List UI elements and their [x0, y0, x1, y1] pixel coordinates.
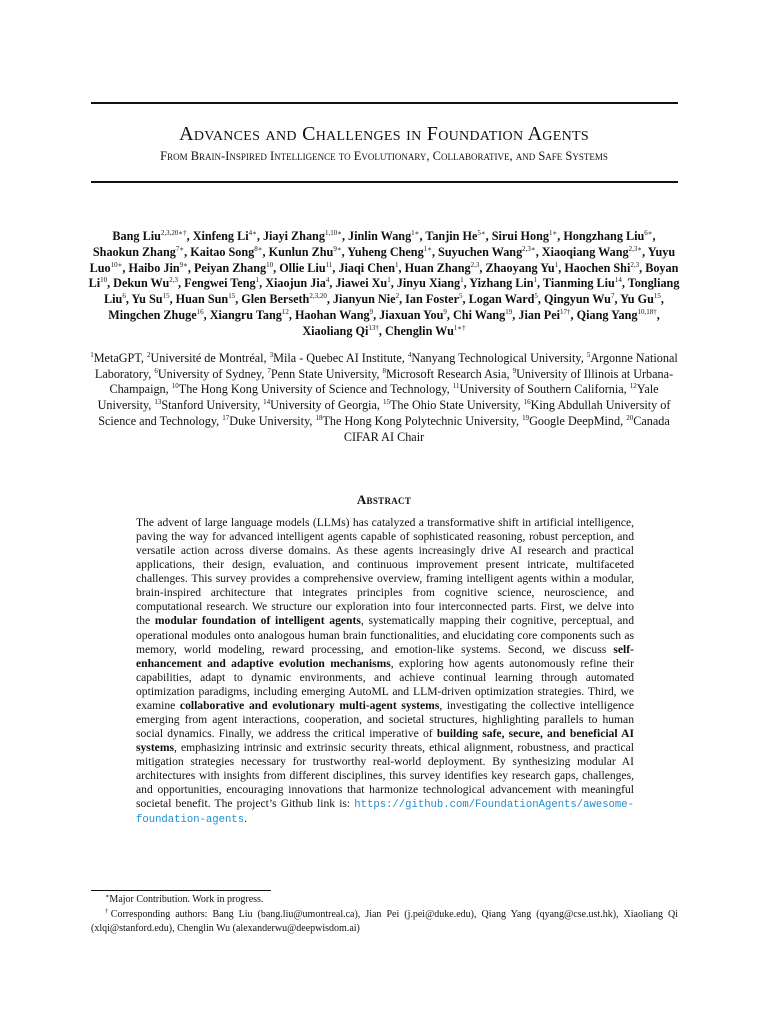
author-affiliation-mark: 11 [325, 260, 333, 269]
author-name-text: Boyan Li [88, 260, 679, 291]
abstract-text: , investigating the collective intelligence emerging from agent interactions, cooperation, and societal structures, highlighting parallels to human social dynamics. Finally, we address the critical imperative of [136, 698, 634, 740]
author-affiliation-mark: 12 [281, 307, 289, 316]
affiliation-name: Microsoft Research Asia [385, 366, 507, 381]
abstract-heading: Abstract [356, 492, 412, 507]
author-affiliation-mark: 2,3 [630, 260, 640, 269]
author-name [279, 261, 332, 275]
author-affiliation-mark: 1∗ [423, 244, 432, 253]
author-name-text: Shaokun Zhang [92, 244, 176, 259]
affiliation-item [147, 351, 264, 365]
author-name-text: Haochen Shi [564, 260, 631, 275]
author-name [93, 245, 184, 259]
author-name-text: Qingyun Wu [544, 292, 611, 307]
author-name [128, 261, 187, 275]
author-affiliation-mark: 10 [100, 276, 108, 285]
author-affiliation-mark: 10∗ [110, 260, 123, 269]
author-affiliation-mark: 6 [122, 292, 126, 301]
author-affiliation-mark: 2 [395, 292, 400, 301]
author-name [620, 292, 661, 306]
author-name-text: Jinyu Xiang [396, 276, 461, 291]
author-name [194, 261, 273, 275]
affiliation-item [408, 351, 581, 365]
author-affiliation-mark: 5∗ [477, 229, 486, 237]
author-affiliation-mark: 15 [653, 292, 661, 301]
author-affiliation-mark: 16 [196, 307, 204, 316]
footnote-text: Corresponding authors: Bang Liu (bang.liu@umontreal.ca), Jian Pei (j.pei@duke.edu), Qiang Yang (qyang@cse.ust.hk), Xiaoliang Qi (xlqi@stanford.edu), Chenglin Wu (alexanderwu@deepwisdom.ai) [91, 908, 679, 934]
author-name-text: Xiaoliang Qi [302, 323, 369, 338]
affiliation-mark: 19 [522, 413, 530, 422]
author-affiliation-mark: 8∗ [254, 244, 263, 253]
author-name-text: Hongzhang Liu [563, 229, 645, 243]
affiliation-name: Argonne National Laboratory [94, 351, 678, 381]
affiliation-name: Penn State University [270, 366, 377, 381]
author-name [397, 276, 464, 290]
author-name [492, 229, 558, 243]
author-name-text: Xiaojun Jia [265, 276, 326, 291]
author-affiliation-mark: 1∗† [453, 323, 466, 332]
author-name [469, 292, 538, 306]
author-name-text: Jiawei Xu [335, 276, 388, 291]
author-affiliation-mark: 9 [443, 307, 447, 316]
author-name [453, 308, 512, 322]
author-affiliation-mark: 1 [387, 276, 391, 285]
author-name-text: Yuyu Luo [89, 244, 676, 275]
author-name [486, 261, 559, 275]
affiliation-mark: 6 [154, 366, 158, 375]
author-affiliation-mark: 9∗ [333, 244, 342, 253]
author-name [438, 245, 536, 259]
affiliation-name: The Hong Kong University of Science and Technology [178, 382, 447, 397]
affiliation-mark: 12 [629, 382, 637, 391]
author-affiliation-mark: 14 [614, 276, 622, 285]
affiliation-name: University of Southern California [459, 382, 624, 397]
affiliation-mark: 10 [171, 382, 179, 391]
footnote-mark: † [105, 907, 111, 915]
title-rule-top [91, 102, 678, 104]
author-name [577, 308, 657, 322]
author-affiliation-mark: 15 [162, 292, 170, 301]
author-name-text: Qiang Yang [576, 307, 638, 322]
affiliation-mark: 5 [586, 351, 591, 359]
affiliation-name: King Abdullah University of Science and Technology [98, 398, 671, 428]
affiliation-name: Canada CIFAR AI Chair [343, 413, 670, 444]
author-affiliation-mark: 7∗ [175, 244, 185, 253]
author-name-text: Peiyan Zhang [193, 260, 267, 275]
author-name-text: Ian Foster [405, 292, 459, 307]
author-affiliation-mark: 6∗ [644, 229, 653, 237]
author-name [335, 276, 390, 290]
author-name-text: Haibo Jin [128, 260, 180, 275]
author-affiliation-mark: 10 [266, 260, 274, 269]
affiliation-name: The Hong Kong Polytechnic University [322, 413, 516, 428]
footnote-major-contribution [91, 893, 678, 908]
footnote-rule [91, 890, 271, 891]
author-affiliation-mark: 2,3 [169, 276, 179, 285]
author-name-text: Glen Berseth [241, 292, 310, 307]
author-affiliation-mark: 5 [534, 292, 538, 301]
author-name-text: Yu Su [131, 292, 163, 307]
affiliation-mark: 7 [267, 366, 271, 375]
author-name [108, 308, 203, 322]
affiliation-mark: 15 [382, 398, 390, 407]
author-name [543, 276, 622, 290]
author-affiliation-mark: 1 [460, 276, 464, 285]
author-name [338, 261, 398, 275]
affiliation-item [263, 398, 377, 412]
author-affiliation-mark: 1 [554, 260, 559, 269]
title-rule-bottom [91, 181, 678, 183]
author-name-text: Yuheng Cheng [347, 244, 424, 259]
affiliation-item [383, 398, 518, 412]
author-name-text: Sirui Hong [491, 229, 549, 243]
author-name [184, 276, 259, 290]
author-name-text: Jiaxuan You [379, 307, 444, 322]
affiliation-item [172, 382, 447, 396]
author-list: Bang Liu$^{2,3,20∗\dagger}$, Xinfeng $Li^{4∗}$, Jiayi Zhang$^{1,10∗}$, Jinlin Wang$^{1∗}$, Tanjin $He^{5∗}$, Sirui Hong$^{1∗}$, Hongzhang Liu$^{6∗}$, Shaokun Zhang$^{7∗}$, Kaitao Song$^{8∗}$, Kunlun Zhu$^{9∗}$, Yuheng Cheng$^{1∗}$, Suyuchen Wang$^{2,3∗}$, Xiaoqiang Wang$^{2,3∗}$, Yuyu Luo$^{10∗}$, Haibo Jin$^{9∗}$, Peiyan Zhang$^{10}$, Ollie Liu$^{11}$, Jiaqi Chen$^1$, Huan Zhang$^{2,3}$, Zhaoyang Yu$^1$, Haochen Shi$^{2,3}$, Boyan Li$^{10}$, Dekun Wu$^{2,3}$, Fengwei Teng$^1$, Xiaojun Jia$^4$, Jiawei Xu$^1$, Jinyu Xiang$^1$, Yizhang Lin$^1$, Tianming Liu$^{14}$, Tongliang Liu$^6$, Yu Su$^{15}$, Huan Sun$^{15}$, Glen Berseth$^{2,3,20}$, Jianyun Nie$^2$, Ian Foster$^5$, Logan Ward$^5$, Qingyun Wu$^7$, Yu Gu$^{15}$, Mingchen Zhuge$^{16}$, Xiangru Tang$^{12}$, Haohan Wang$^9$, Jiaxuan You$^9$, Chi Wang$^{19}$, Jian Pei$^{17\dagger}$, Qiang Yang$^{10,18\dagger}$, Xiaoliang $Qi^{13\dagger}$, Chenglin $Wu^{1∗\dagger}$ [88, 229, 680, 338]
author-affiliation-mark: 1 [533, 276, 538, 285]
author-name-text: Jinlin Wang [348, 229, 412, 243]
author-name-text: Kaitao Song [190, 244, 255, 259]
affiliation-mark: 14 [263, 398, 271, 407]
affiliation-item [90, 351, 141, 365]
author-affiliation-mark: 1,10∗ [324, 229, 342, 237]
author-name-text: Xinfeng Li [192, 229, 249, 243]
author-name-text: Fengwei Teng [184, 276, 256, 291]
author-affiliation-mark: 9∗ [179, 260, 188, 269]
affiliation-name: Stanford University [161, 398, 258, 413]
affiliation-name: University of Sydney [157, 366, 262, 381]
abstract-text: , emphasizing intrinsic and extrinsic security threats, ethical alignment, robustness, and practical mitigation strategies necessary for trustworthy real-world deployment. By synthesizing modular AI architectures with insights from different disciplines, this survey identifies key research gaps, challenges, and opportunities, encouraging innovations that harmonize technological advancement with meaningful societal benefit. The project’s Github link is: [136, 741, 634, 811]
author-name [348, 229, 419, 243]
author-name [263, 229, 342, 243]
author-name-text: Jiayi Zhang [262, 229, 325, 243]
author-name [347, 245, 432, 259]
author-name [564, 261, 639, 275]
affiliation-mark: 13 [154, 398, 162, 407]
author-name-text: Tanjin He [425, 229, 478, 243]
abstract-emphasis: modular foundation of intelligent agents [154, 614, 361, 628]
affiliation-mark: 1 [90, 351, 94, 359]
affiliation-mark: 8 [382, 366, 386, 375]
author-name [112, 229, 186, 243]
paper-subtitle: From Brain-Inspired Intelligence to Evolutionary, Collaborative, and Safe Systems [160, 149, 608, 163]
author-name-text: Bang Liu [112, 229, 161, 243]
affiliation-mark: 2 [146, 351, 151, 359]
author-affiliation-mark: 15 [228, 292, 236, 301]
author-name-text: Jiaqi Chen [338, 260, 395, 275]
author-affiliation-mark: 13† [368, 323, 379, 332]
author-affiliation-mark: 4 [325, 276, 330, 285]
abstract-text: , exploring how agents autonomously refine their capabilities, adapt to dynamic environments, and achieve continual learning through automated optimization paradigms, including emerging AutoML and LLM-driven optimization strategies. Third, we examine [136, 656, 634, 712]
author-name-text: Yu Gu [620, 292, 654, 307]
author-name [425, 229, 485, 243]
affiliation-mark: 11 [452, 382, 460, 391]
author-name [210, 308, 289, 322]
author-name [132, 292, 170, 306]
abstract-emphasis: self-enhancement and adaptive evolution mechanisms [136, 642, 634, 670]
affiliation-name: Google DeepMind [529, 413, 621, 428]
author-name [385, 324, 466, 338]
author-name [176, 292, 236, 306]
author-name [333, 292, 399, 306]
author-name [113, 276, 178, 290]
affiliation-item [522, 414, 620, 428]
author-name-text: Dekun Wu [113, 276, 170, 291]
author-affiliation-mark: 2,3,20 [309, 292, 327, 301]
paper-title: Advances and Challenges in Foundation Agents [179, 123, 589, 145]
affiliation-list: $^1$MetaGPT, $^2$Université de Montréal, $^3$Mila - Quebec AI Institute, $^4$Nanyang Technological University, $^5$Argonne National Laboratory, $^6$University of Sydney, $^7$Penn State University, $^8$Microsoft Research Asia, $^9$University of Illinois at Urbana-Champaign, $^{10}$The Hong Kong University of Science and Technology, $^{11}$University of Southern California, $^{12}$Yale University, $^{13}$Stanford University, $^{14}$University of Georgia, $^{15}$The Ohio State University, $^{16}$King Abdullah University of Science and Technology, $^{17}$Duke University, $^{18}$The Hong Kong Polytechnic University, $^{19}$Google DeepMind, $^{20}$Canada CIFAR AI Chair [90, 351, 678, 444]
abstract-text: . [244, 812, 247, 826]
affiliation-item [267, 367, 376, 381]
abstract-emphasis: collaborative and evolutionary multi-agent systems [179, 698, 440, 712]
affiliation-name: University of Georgia [270, 398, 377, 413]
author-name [295, 308, 373, 322]
affiliation-mark: 20 [626, 413, 634, 422]
author-name [405, 292, 462, 306]
affiliation-item [154, 367, 261, 381]
author-name-text: Huan Zhang [404, 260, 471, 275]
author-name [265, 276, 329, 290]
abstract-text: , systematically mapping their cognitive, perceptual, and operational modules onto analogous human brain functionalities, and elucidating core components such as memory, world modeling, reward processing, and emotion-like systems. Second, we discuss [136, 614, 634, 656]
author-name [469, 276, 537, 290]
author-name-text: Jianyun Nie [332, 292, 396, 307]
author-affiliation-mark: 10,18† [637, 307, 657, 316]
author-name [302, 324, 379, 338]
affiliation-item [222, 414, 309, 428]
author-affiliation-mark: 1 [395, 260, 399, 269]
author-affiliation-mark: 2,3 [470, 260, 480, 269]
author-name [193, 229, 257, 243]
affiliation-mark: 16 [523, 398, 531, 407]
affiliation-mark: 17 [222, 413, 230, 422]
author-name-text: Mingchen Zhuge [108, 307, 197, 322]
author-name-text: Chenglin Wu [384, 323, 454, 338]
affiliation-name: Nanyang Technological University [411, 351, 581, 365]
affiliation-item [270, 351, 402, 365]
abstract-text: The advent of large language models (LLMs) has catalyzed a transformative shift in artificial intelligence, paving the way for advanced intelligent agents capable of sophisticated reasoning, robust perception, and versatile action across diverse domains. As these agents increasingly drive AI research and practical applications, their design, evaluation, and continuous improvement present intricate, multifaceted challenges. This survey provides a comprehensive overview, framing intelligent agents within a modular, brain-inspired architecture that integrates principles from cognitive science, neuroscience, and computational research. We structure our exploration into four interconnected parts. First, we delve into the [136, 516, 634, 628]
author-name-text: Tongliang Liu [104, 276, 680, 307]
footnotes [91, 893, 678, 937]
affiliation-mark: 18 [315, 413, 323, 422]
author-affiliation-mark: 2,3∗ [628, 244, 643, 253]
affiliation-item [382, 367, 506, 381]
author-name-text: Huan Sun [175, 292, 229, 307]
author-affiliation-mark: 17† [560, 307, 571, 316]
affiliation-mark: 9 [512, 366, 517, 375]
author-name-text: Xiaoqiang Wang [541, 244, 629, 259]
affiliation-name: University of Illinois at Urbana-Champaign [109, 366, 674, 397]
author-affiliation-mark: 7 [610, 292, 615, 301]
affiliation-name: Yale University [97, 382, 659, 413]
author-affiliation-mark: 19 [505, 307, 513, 316]
abstract-emphasis: building safe, secure, and beneficial AI systems [136, 726, 634, 754]
affiliation-item [315, 414, 516, 428]
affiliation-name: Mila - Quebec AI Institute [273, 351, 402, 365]
affiliation-item [453, 382, 624, 396]
author-name-text: Kunlun Zhu [268, 244, 334, 259]
affiliation-name: Duke University [229, 413, 310, 428]
author-name-text: Xiangru Tang [209, 307, 282, 322]
abstract-body [136, 516, 634, 827]
author-name-text: Tianming Liu [542, 276, 615, 291]
footnote-mark: ∗ [105, 893, 110, 900]
author-name-text: Zhaoyang Yu [485, 260, 555, 275]
affiliation-name: Université de Montréal [150, 351, 264, 365]
author-name [542, 245, 642, 259]
author-name [379, 308, 447, 322]
footnote-text: Major Contribution. Work in progress. [109, 894, 264, 905]
author-affiliation-mark: 1∗ [548, 229, 558, 237]
affiliation-item [154, 398, 257, 412]
affiliation-mark: 4 [407, 351, 412, 359]
author-name-text: Yizhang Lin [469, 276, 534, 291]
affiliation-mark: 3 [269, 351, 274, 359]
author-name [190, 245, 262, 259]
author-affiliation-mark: 5 [459, 292, 463, 301]
author-affiliation-mark: 2,3,20∗† [160, 229, 187, 237]
author-affiliation-mark: 1 [255, 276, 260, 285]
author-name-text: Haohan Wang [294, 307, 370, 322]
github-link[interactable]: https://github.com/FoundationAgents/awesome-foundation-agents [136, 799, 634, 827]
author-name-text: Logan Ward [468, 292, 535, 307]
author-name [241, 292, 327, 306]
author-affiliation-mark: 1∗ [411, 229, 420, 237]
affiliation-name: MetaGPT [93, 351, 141, 365]
author-name-text: Suyuchen Wang [438, 244, 523, 259]
footnote-corresponding-authors [91, 908, 678, 937]
author-name [544, 292, 614, 306]
author-name-text: Chi Wang [453, 307, 506, 322]
author-name-text: Jian Pei [518, 307, 561, 322]
author-name [269, 245, 342, 259]
author-affiliation-mark: 2,3∗ [522, 244, 536, 253]
author-affiliation-mark: 4∗ [248, 229, 257, 237]
author-affiliation-mark: 9 [369, 307, 374, 316]
affiliation-name: The Ohio State University [389, 398, 518, 413]
author-name [563, 229, 652, 243]
author-name [518, 308, 570, 322]
author-name [405, 261, 480, 275]
author-name-text: Ollie Liu [279, 260, 326, 275]
